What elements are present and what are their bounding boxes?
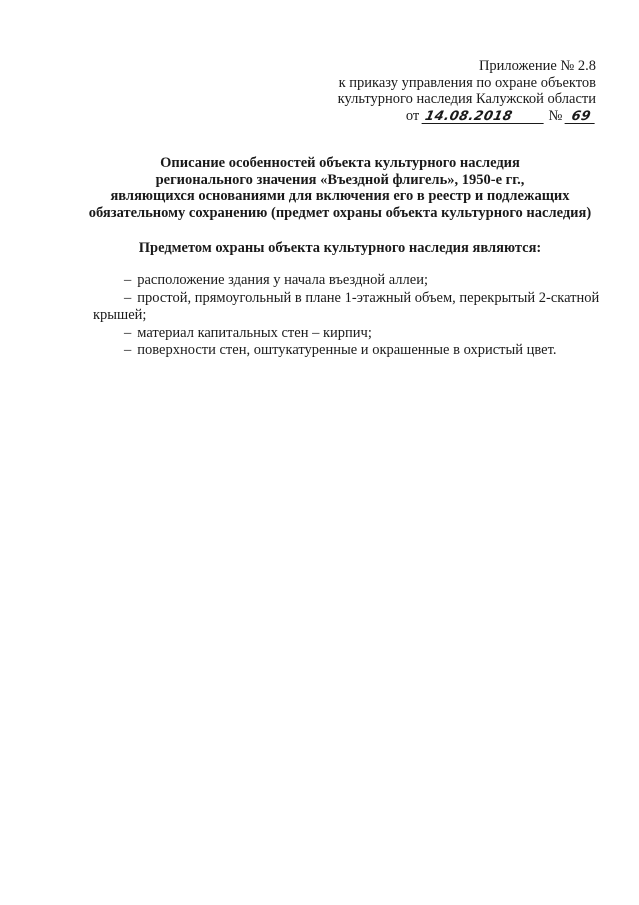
list-item-text: поверхности стен, оштукатуренные и окрашенные в охристый цвет.	[137, 342, 557, 358]
list-item-text: материал капитальных стен – кирпич;	[137, 324, 372, 341]
list-item	[93, 290, 605, 325]
list-dash: –	[124, 324, 132, 341]
list-dash: –	[124, 342, 132, 358]
annex-order-line: к приказу управления по охране объектов	[338, 74, 596, 91]
date-prefix: от	[405, 107, 420, 124]
title-line-2: регионального значения «Въездной флигель», 1950-е гг.,	[155, 171, 525, 188]
document-title	[80, 155, 600, 221]
list-item	[93, 272, 605, 290]
handwritten-number: 69	[565, 110, 598, 124]
list-dash: –	[124, 272, 132, 288]
number-prefix: №	[548, 107, 563, 124]
annex-authority-line: культурного наследия Калужской области	[337, 91, 596, 107]
annex-date-number-line	[338, 108, 596, 125]
subject-heading: Предметом охраны объекта культурного наследия являются:	[138, 240, 542, 256]
handwritten-date: 14.08.2018	[421, 110, 546, 124]
list-item	[93, 342, 605, 360]
title-line-1: Описание особенностей объекта культурного наследия	[160, 155, 520, 171]
list-item-text: простой, прямоугольный в плане 1-этажный объем, перекрытый 2-скатной крышей;	[93, 289, 600, 323]
title-line-4: обязательному сохранению (предмет охраны объекта культурного наследия)	[88, 204, 592, 221]
list-item	[93, 325, 605, 343]
title-line-3: являющихся основаниями для включения его в реестр и подлежащих	[110, 188, 570, 204]
list-dash: –	[124, 289, 132, 306]
annex-header	[338, 58, 596, 124]
protection-items-list	[93, 272, 605, 360]
annex-title: Приложение № 2.8	[478, 58, 596, 74]
list-item-text: расположение здания у начала въездной аллеи;	[137, 272, 428, 288]
